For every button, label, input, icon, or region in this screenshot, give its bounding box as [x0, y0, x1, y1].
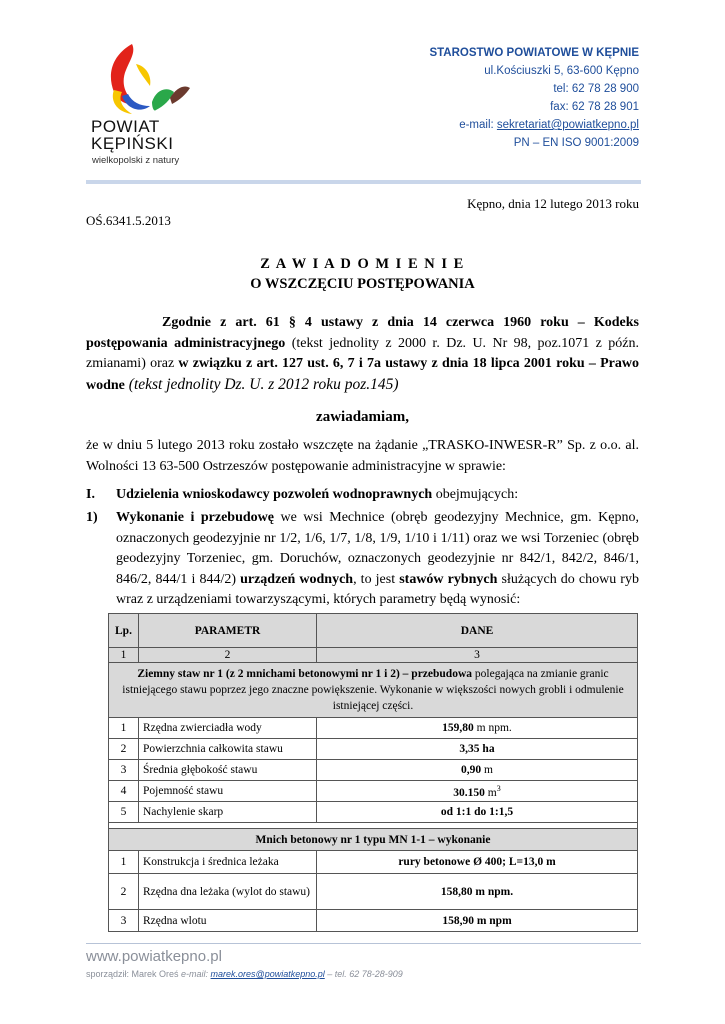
table-section-1 [109, 663, 638, 718]
document-subtitle: O WSZCZĘCIU POSTĘPOWANIA [250, 276, 475, 292]
table-header-row [109, 614, 638, 648]
org-tel: tel: 62 78 28 900 [553, 83, 639, 95]
row5-param: Nachylenie skarp [139, 802, 317, 823]
item-1-text [116, 508, 639, 611]
table-row [109, 802, 638, 823]
row5-value [317, 802, 638, 823]
row5-value-num: od 1:1 do 1:1,5 [440, 806, 514, 818]
colnum-3: 3 [317, 648, 638, 663]
row1-param: Rzędna zwierciadła wody [139, 718, 317, 739]
row4-param: Pojemność stawu [139, 781, 317, 802]
logo-yellow-accent [136, 64, 150, 86]
row3-value-unit: m [481, 764, 493, 776]
section-1-rest: obejmujących: [432, 487, 519, 502]
footer-email-link[interactable]: marek.ores@powiatkepno.pl [210, 969, 325, 979]
row4-value [317, 781, 638, 802]
footer-email-label: e-mail: [181, 969, 211, 979]
legal-basis-kpa-ref: (tekst jednolity z 2000 r. Dz. U. Nr 98, poz.1071 z późn. zmianami) oraz [86, 335, 640, 371]
document-reference: OŚ.6341.5.2013 [86, 213, 171, 228]
table-row [109, 739, 638, 760]
mnich-row2-value: 158,80 m npm. [317, 874, 638, 910]
mnich-row1-lp: 1 [109, 851, 139, 874]
item-1-bold-3: stawów rybnych [399, 571, 498, 587]
section-1-heading [86, 485, 639, 506]
header-divider [86, 180, 641, 184]
legal-basis-water-law: w związku z art. 127 ust. 6, 7 i 7a ustawy z dnia 18 lipca 2001 roku – Prawo wodne [86, 356, 639, 393]
parameters-table [108, 613, 638, 932]
item-1-text-1: we wsi Mechnice (obręb geodezyjny Mechnice, gm. Kępno, oznaczonych geodezyjnie nr 1/2, 1/6, 1/7, 1/8, 1/9, 1/10 i 1/11) oraz we wsi Torzeniec (obręb geodezyjny Torzeniec, gm. Doruchów, oznaczonych geodezyjnie nr 842/1, 842/2, 846/1, 846/2, 844/1 i 844/2) [116, 510, 639, 587]
row4-value-sup: 3 [496, 783, 501, 793]
mnich-row3-lp: 3 [109, 910, 139, 932]
row2-value-num: 3,35 ha [459, 743, 495, 755]
document-title: Z A W I A D O M I E N I E [260, 256, 465, 272]
org-address: ul.Kościuszki 5, 63-600 Kępno [484, 65, 639, 77]
footer-divider [86, 943, 641, 944]
row3-value-num: 0,90 [461, 764, 482, 776]
legal-basis-water-law-ref: (tekst jednolity Dz. U. z 2012 roku poz.145) [124, 375, 399, 393]
logo-line2: KĘPIŃSKI [91, 134, 174, 153]
table-section-1-rest: polegająca na zmianie granic istniejącego stawu poprzez jego znaczne powiększenie. Wykonanie w większości nowych grobli i odmulenie istniejącej części. [122, 668, 624, 712]
legal-basis-paragraph [86, 313, 639, 396]
table-row [109, 718, 638, 739]
item-1-number: 1) [86, 510, 98, 525]
item-1-bold-2: urządzeń wodnych [240, 571, 354, 587]
row2-value [317, 739, 638, 760]
row3-param: Średnia głębokość stawu [139, 760, 317, 781]
org-email-line [429, 116, 639, 134]
header-parametr: PARAMETR [139, 614, 317, 648]
footer-prepared-by [86, 969, 403, 979]
org-fax: fax: 62 78 28 901 [550, 101, 639, 113]
org-name: STAROSTWO POWIATOWE W KĘPNIE [429, 47, 639, 59]
legal-basis-kpa: Zgodnie z art. 61 § 4 ustawy z dnia 14 czerwca 1960 roku – Kodeks postępowania administracyjnego [86, 315, 639, 351]
header-contact [429, 44, 639, 152]
table-colnum-row [109, 648, 638, 663]
header-lp: Lp. [109, 614, 139, 648]
mnich-row3-param: Rzędna wlotu [139, 910, 317, 932]
row5-lp: 5 [109, 802, 139, 823]
org-email-label: e-mail: [459, 119, 497, 131]
item-1-bold-1: Wykonanie i przebudowę [116, 510, 274, 525]
row3-value [317, 760, 638, 781]
table-section-2: Mnich betonowy nr 1 typu MN 1-1 – wykonanie [109, 829, 638, 851]
mnich-row2-lp: 2 [109, 874, 139, 910]
item-1 [86, 508, 639, 611]
logo-tagline: wielkopolski z natury [92, 155, 180, 166]
row1-value-unit: m npm. [473, 722, 512, 734]
table-row [109, 760, 638, 781]
mnich-row1-value: rury betonowe Ø 400; L=13,0 m [317, 851, 638, 874]
org-iso: PN – EN ISO 9001:2009 [513, 137, 639, 149]
mnich-row3-value: 158,90 m npm [317, 910, 638, 932]
item-1-text-2: , to jest [353, 571, 400, 587]
row2-lp: 2 [109, 739, 139, 760]
header-dane: DANE [317, 614, 638, 648]
section-1-bold: Udzielenia wnioskodawcy pozwoleń wodnoprawnych [116, 487, 433, 502]
row1-lp: 1 [109, 718, 139, 739]
item-1-text-3: służących do chowu ryb wraz z urządzeniami towarzyszącymi, których parametry będą wynosić: [116, 571, 639, 607]
table-section-1-bold: Ziemny staw nr 1 (z 2 mnichami betonowymi nr 1 i 2) – przebudowa [137, 668, 473, 680]
table-row [109, 910, 638, 932]
row4-lp: 4 [109, 781, 139, 802]
footer-tel: – tel. 62 78-28-909 [324, 969, 403, 979]
table-row [109, 874, 638, 910]
colnum-2: 2 [139, 648, 317, 663]
logo-blue-flame [122, 94, 150, 110]
row1-value-num: 159,80 [442, 722, 474, 734]
document-date: Kępno, dnia 12 lutego 2013 roku [467, 196, 639, 211]
mnich-row1-param: Konstrukcja i średnica leżaka [139, 851, 317, 874]
table-section-1-row [109, 663, 638, 718]
colnum-1: 1 [109, 648, 139, 663]
mnich-row2-param: Rzędna dna leżaka (wylot do stawu) [139, 874, 317, 910]
row2-param: Powierzchnia całkowita stawu [139, 739, 317, 760]
row3-lp: 3 [109, 760, 139, 781]
footer-prepared-label: sporządził: Marek Oreś [86, 969, 182, 979]
row4-value-num: 30.150 [453, 786, 485, 799]
table-section-2-row [109, 829, 638, 851]
table-row [109, 781, 638, 802]
row4-value-unit: m [484, 786, 497, 799]
section-1-number: I. [86, 487, 95, 502]
table-row [109, 851, 638, 874]
intro-paragraph: że w dniu 5 lutego 2013 roku zostało wszczęte na żądanie „TRASKO-INWESR-R” Sp. z o.o. al. Wolności 13 63-500 Ostrzeszów postępowanie administracyjne w sprawie: [86, 438, 639, 474]
row1-value [317, 718, 638, 739]
org-email-link[interactable]: sekretariat@powiatkepno.pl [496, 119, 639, 131]
logo-line1: POWIAT [91, 117, 160, 136]
notify-word: zawiadamiam, [316, 409, 409, 425]
powiat-logo-graphic [92, 40, 197, 120]
logo-brown-figure [170, 86, 190, 104]
footer-website[interactable]: www.powiatkepno.pl [86, 948, 222, 965]
